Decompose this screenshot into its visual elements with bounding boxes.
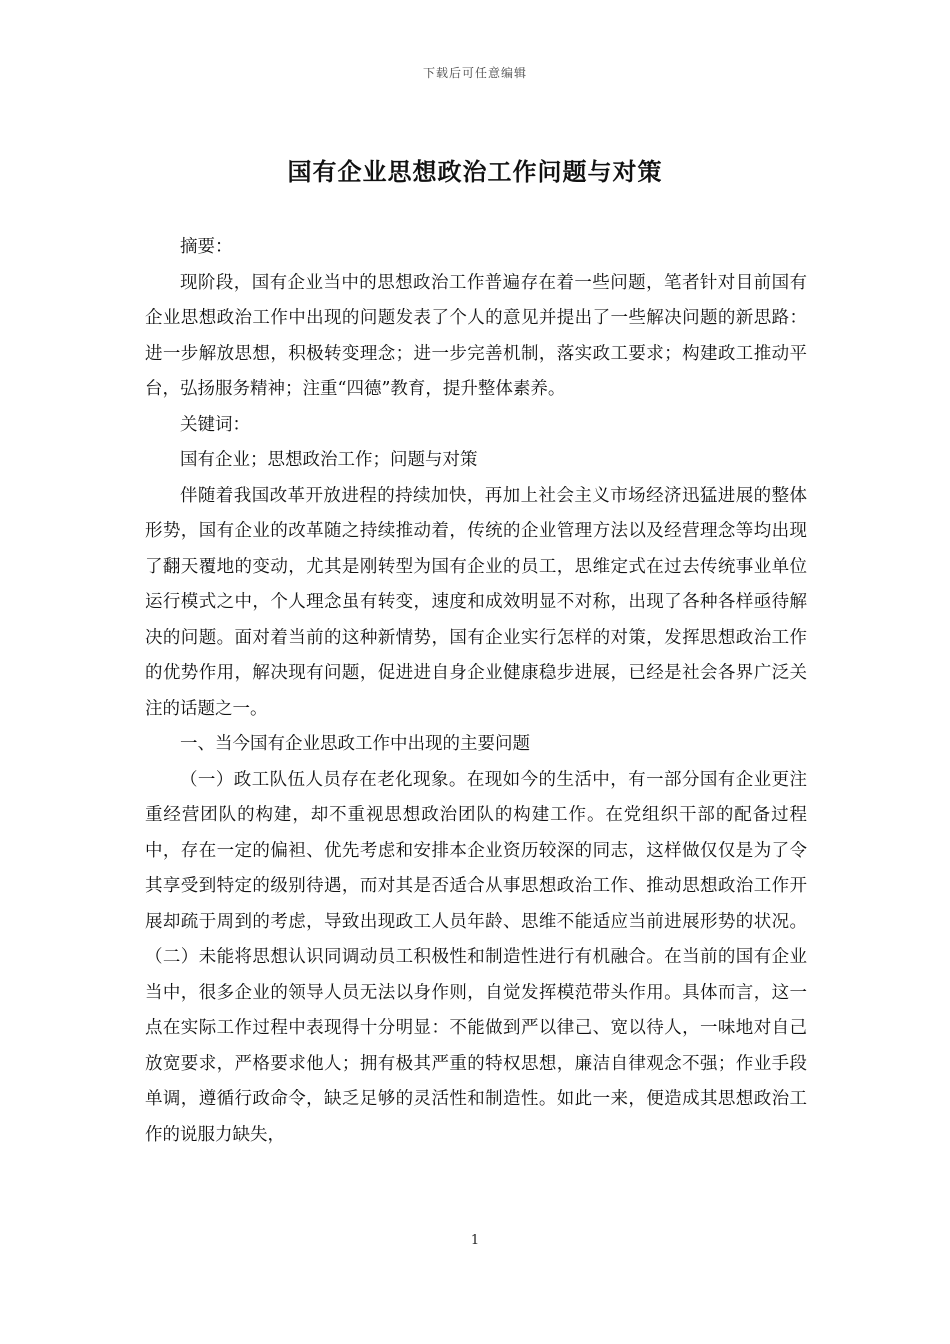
- intro-paragraph: 伴随着我国改革开放进程的持续加快，再加上社会主义市场经济迅猛进展的整体形势，国有企业的改革随之持续推动着，传统的企业管理方法以及经营理念等均出现了翻天覆地的变动，尤其是刚转型为国有企业的员工，思维定式在过去传统事业单位运行模式之中，个人理念虽有转变，速度和成效明显不对称，出现了各种各样亟待解决的问题。面对着当前的这种新情势，国有企业实行怎样的对策，发挥思想政治工作的优势作用，解决现有问题，促进进自身企业健康稳步进展，已经是社会各界广泛关注的话题之一。: [145, 485, 807, 719]
- section-heading: 一、当今国有企业思政工作中出现的主要问题: [180, 734, 530, 754]
- keywords-label: 关键词：: [180, 414, 250, 435]
- section-paragraph: （一）政工队伍人员存在老化现象。在现如今的生活中，有一部分国有企业更注重经营团队的构建，却不重视思想政治团队的构建工作。在党组织干部的配备过程中，存在一定的偏袒、优先考虑和安排本企业资历较深的同志，这样做仅仅是为了令其享受到特定的级别待遇，而对其是否适合从事思想政治工作、推动思想政治工作开展却疏于周到的考虑，导致出现政工人员年龄、思维不能适应当前进展形势的状况。（二）未能将思想认识同调动员工积极性和制造性进行有机融合。在当前的国有企业当中，很多企业的领导人员无法以身作则，自觉发挥模范带头作用。具体而言，这一点在实际工作过程中表现得十分明显：不能做到严以律己、宽以待人，一味地对自己放宽要求，严格要求他人；拥有极其严重的特权思想，廉洁自律观念不强；作业手段单调，遵循行政命令，缺乏足够的灵活性和制造性。如此一来，便造成其思想政治工作的说服力缺失，: [145, 769, 807, 1145]
- page-number: 1: [470, 1233, 480, 1248]
- abstract-paragraph: 现阶段，国有企业当中的思想政治工作普遍存在着一些问题，笔者针对目前国有企业思想政治工作中出现的问题发表了个人的意见并提出了一些解决问题的新思路：进一步解放思想，积极转变理念；进一步完善机制，落实政工要求；构建政工推动平台，弘扬服务精神；注重“四德”教育，提升整体素养。: [145, 272, 807, 399]
- document-title: 国有企业思想政治工作问题与对策: [287, 157, 663, 186]
- header-note: 下载后可任意编辑: [422, 66, 527, 80]
- keywords-paragraph: 国有企业；思想政治工作；问题与对策: [180, 450, 478, 470]
- abstract-label: 摘要：: [180, 237, 233, 257]
- document-body: [145, 230, 807, 1153]
